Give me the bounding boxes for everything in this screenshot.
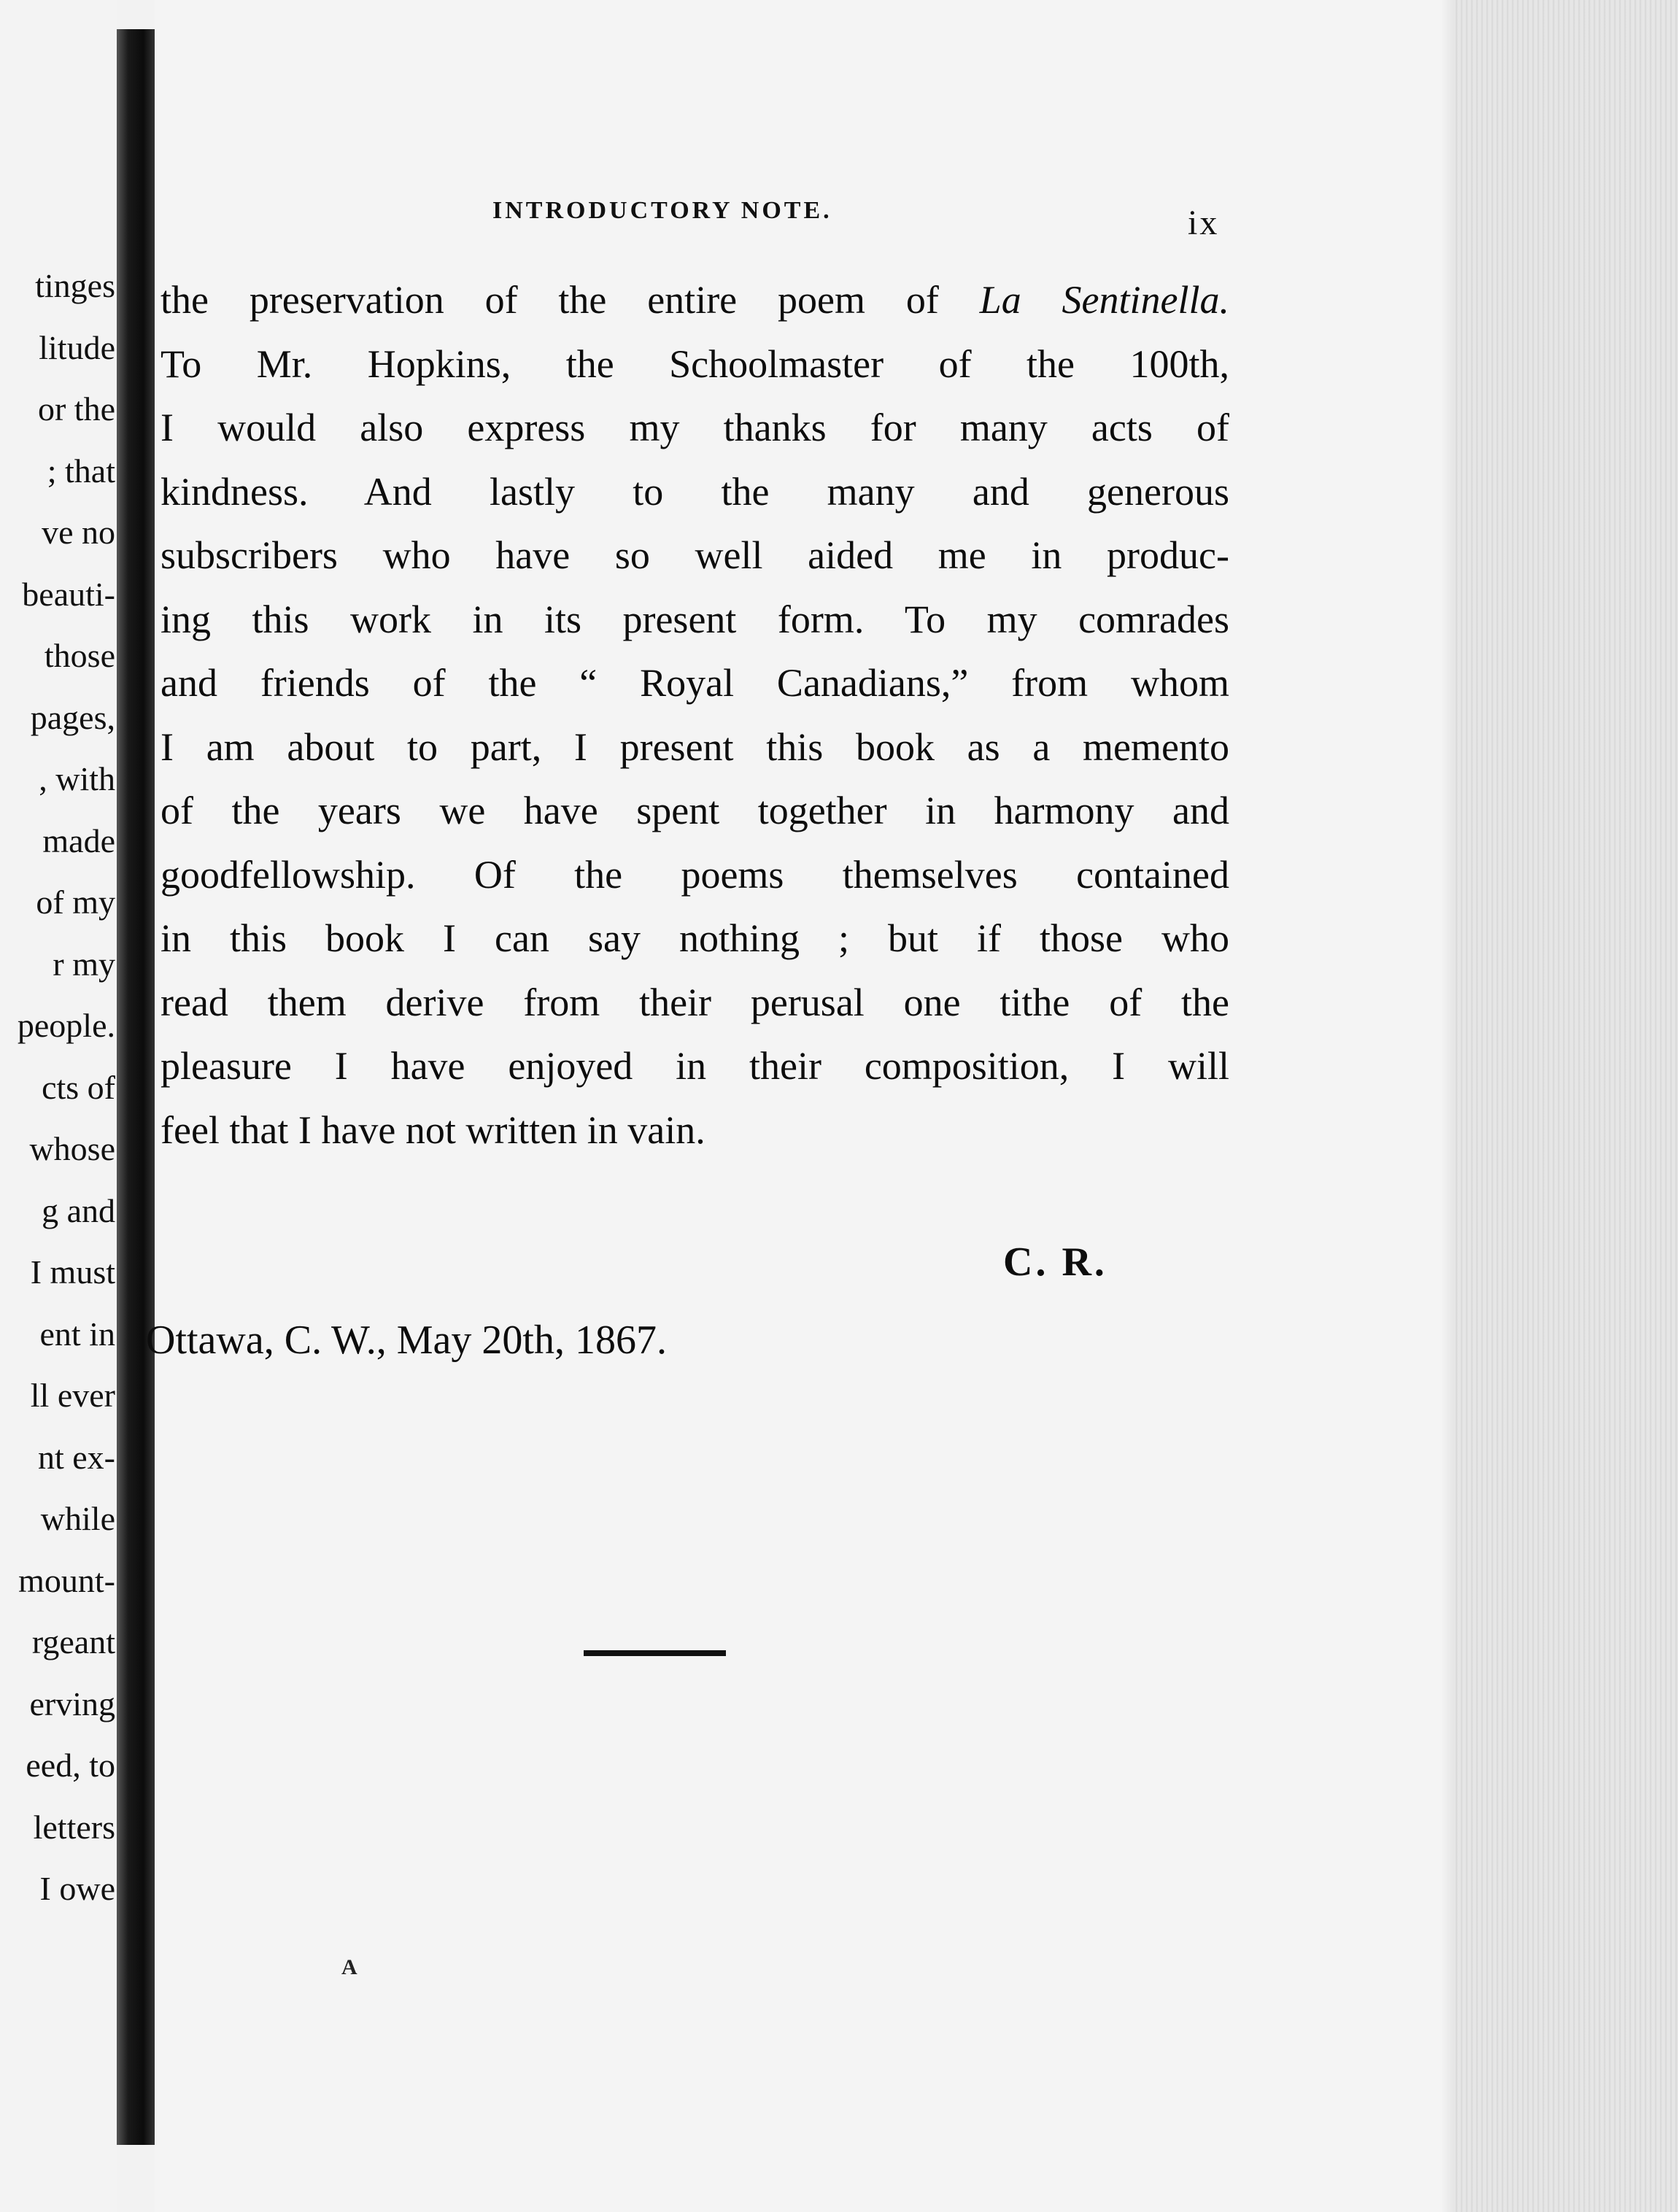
left-page-line: while	[40, 1500, 115, 1537]
left-page-line: pages,	[30, 698, 115, 736]
body-line: I am about to part, I present this book as a memento	[161, 724, 1229, 769]
left-page-line: nt ex-	[37, 1438, 115, 1476]
left-page-line: ent in	[39, 1315, 115, 1353]
left-page-line: whose	[29, 1130, 115, 1167]
left-page-line: mount-	[18, 1561, 115, 1599]
left-page-line: made	[42, 821, 115, 859]
book-page-edges	[1453, 0, 1678, 2212]
running-head: INTRODUCTORY NOTE.	[492, 197, 832, 224]
body-line: pleasure I have enjoyed in their composition, I will	[161, 1044, 1229, 1088]
body-line: the preservation of the entire poem of La Sentinella.	[161, 278, 1229, 322]
body-line: of the years we have spent together in harmony and	[161, 789, 1229, 832]
printer-signature-mark: A	[341, 1955, 357, 1979]
book-gutter	[117, 29, 155, 2145]
body-text	[161, 268, 1229, 1162]
left-page-line-ends	[0, 255, 117, 1920]
left-page-line: of my	[36, 883, 115, 921]
body-line: read them derive from their perusal one tithe of the	[161, 980, 1229, 1024]
left-page-line: cts of	[42, 1068, 115, 1106]
left-page-line: beauti-	[22, 575, 115, 613]
left-page-line: I must	[30, 1253, 115, 1291]
left-page-line: or the	[37, 390, 115, 428]
body-line: and friends of the “ Royal Canadians,” from whom	[161, 661, 1229, 705]
body-line: subscribers who have so well aided me in produc-	[161, 533, 1229, 577]
author-initials: C. R.	[1003, 1240, 1107, 1285]
left-page-line: eed, to	[26, 1747, 115, 1784]
page-number: ix	[1188, 204, 1220, 242]
left-page-line: ll ever	[30, 1377, 115, 1414]
section-rule	[584, 1650, 726, 1656]
left-page-line: r my	[53, 945, 115, 983]
body-line: kindness. And lastly to the many and generous	[161, 469, 1229, 514]
body-line: I would also express my thanks for many acts of	[161, 406, 1229, 449]
body-line: ing this work in its present form. To my comrades	[161, 597, 1229, 641]
left-page-line: , with	[39, 760, 115, 797]
left-page-line: litude	[39, 328, 115, 366]
place-and-date: Ottawa, C. W., May 20th, 1867.	[146, 1318, 667, 1363]
body-line: in this book I can say nothing ; but if those who	[161, 916, 1229, 960]
body-line: To Mr. Hopkins, the Schoolmaster of the 100th,	[161, 341, 1229, 386]
left-page-line: those	[44, 637, 115, 674]
left-page-line: people.	[17, 1007, 115, 1044]
left-page-line: rgeant	[31, 1623, 115, 1660]
left-page-line: letters	[33, 1808, 115, 1846]
left-page-line: ve no	[42, 514, 115, 551]
left-page-line: ; that	[47, 452, 115, 490]
left-page-line: g and	[42, 1191, 115, 1229]
left-page-line: I owe	[39, 1870, 115, 1907]
left-page-line: erving	[29, 1685, 115, 1722]
italic-title: La Sentinella.	[979, 278, 1229, 322]
body-line: feel that I have not written in vain.	[161, 1107, 705, 1152]
left-facing-page	[0, 0, 117, 2212]
left-page-line: tinges	[35, 267, 115, 304]
body-line: goodfellowship. Of the poems themselves contained	[161, 852, 1229, 897]
